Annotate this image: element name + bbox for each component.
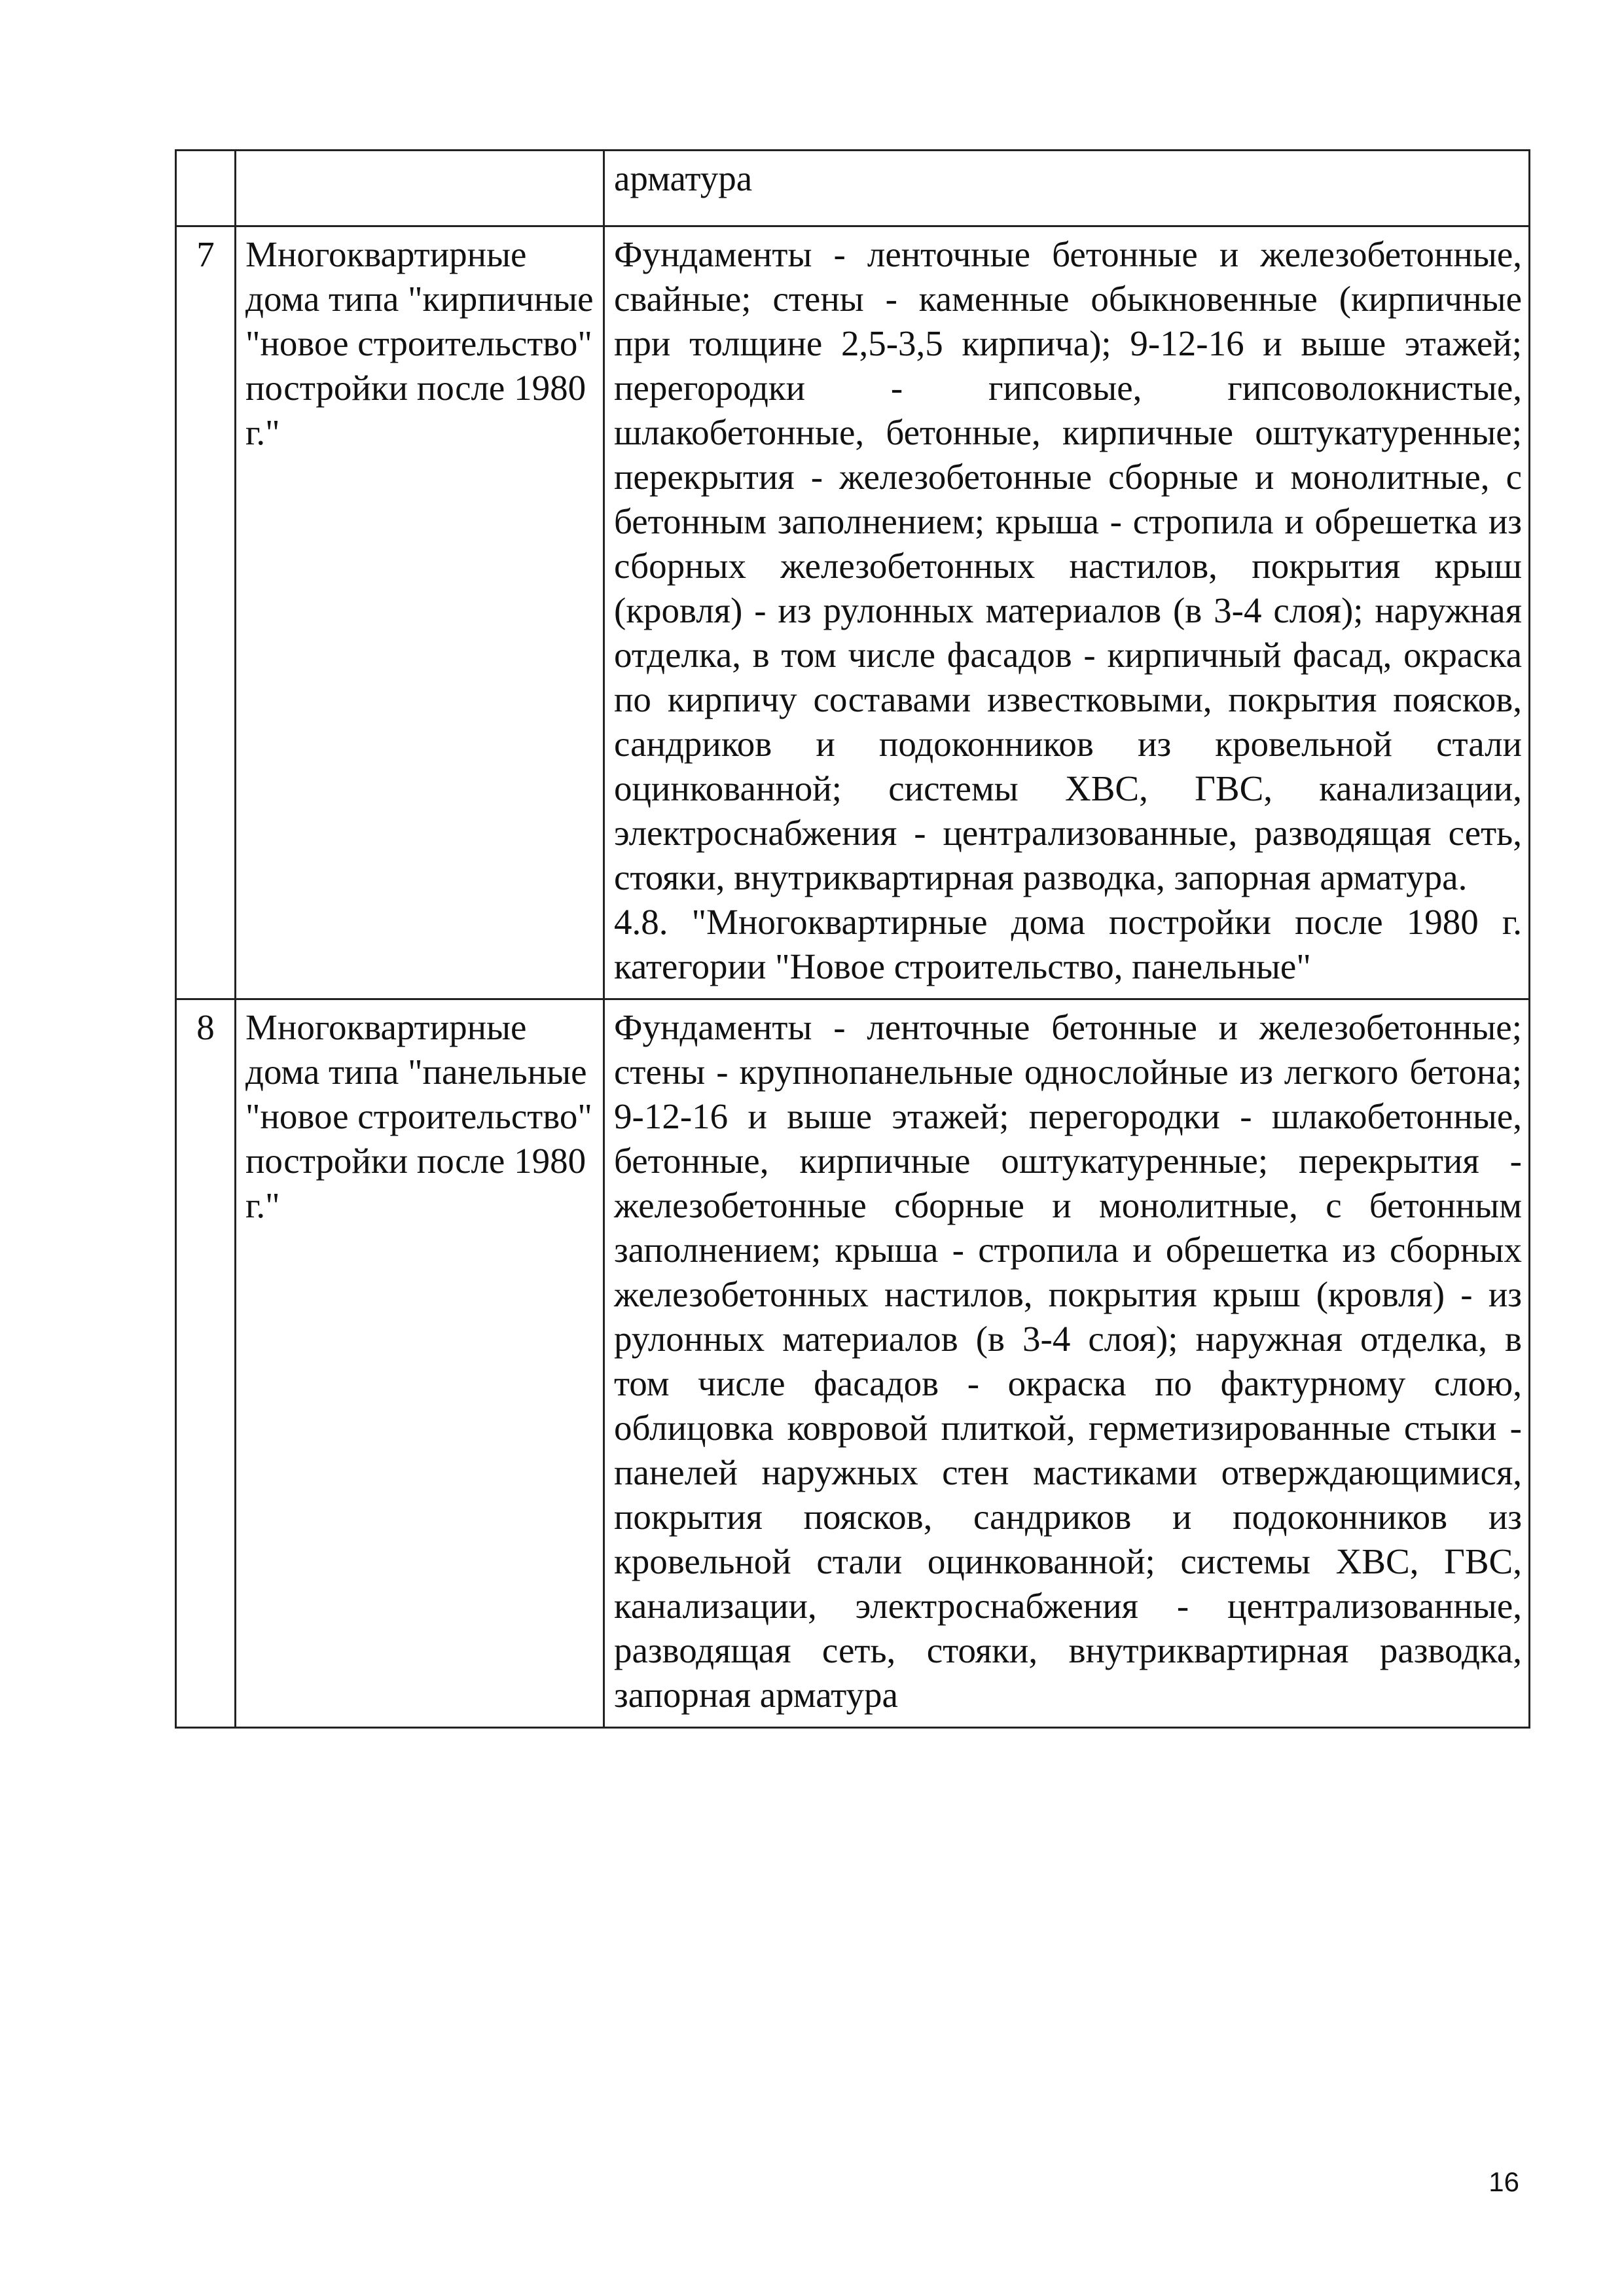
description-text: Фундаменты - ленточные бетонные и железобетонные, свайные; стены - каменные обыкновенные (кирпичные при толщине 2,5-3,5 кирпича); 9-12-16 и выше этажей; перегородки - гипсовые, гипсоволокнистые, шлакобетонные, бетонные, кирпичные оштукатуренные; перекрытия - железобетонные сборные и монолитные, с бетонным заполнением; крыша - стропила и обрешетка из сборных железобетонных настилов, покрытия крыш (кровля) - из рулонных материалов (в 3-4 слоя); наружная отделка, в том числе фасадов - кирпичный фасад, окраска по кирпичу составами известковыми, покрытия поясков, сандриков и подоконников из кровельной стали оцинкованной; системы ХВС, ГВС, канализации, электроснабжения - централизованные, разводящая сеть, стояки, внутриквартирная разводка, запорная арматура. bbox=[614, 234, 1522, 897]
table-row bbox=[176, 151, 1530, 226]
building-type-cell: Многоквартирные дома типа "кирпичные "новое строительство" постройки после 1980 г." bbox=[236, 226, 604, 999]
section-note: 4.8. "Многоквартирные дома постройки после 1980 г. категории "Новое строительство, панельные" bbox=[614, 902, 1522, 986]
description-text: Фундаменты - ленточные бетонные и железобетонные; стены - крупнопанельные однослойные из легкого бетона; 9-12-16 и выше этажей; перегородки - шлакобетонные, бетонные, кирпичные оштукатуренные; перекрытия - железобетонные сборные и монолитные, с бетонным заполнением; крыша - стропила и обрешетка из сборных железобетонных настилов, покрытия крыш (кровля) - из рулонных материалов (в 3-4 слоя); наружная отделка, в том числе фасадов - окраска по фактурному слою, облицовка ковровой плиткой, герметизированные стыки - панелей наружных стен мастиками отверждающимися, покрытия поясков, сандриков и подоконников из кровельной стали оцинкованной; системы ХВС, ГВС, канализации, электроснабжения - централизованные, разводящая сеть, стояки, внутриквартирная разводка, запорная арматура bbox=[614, 1007, 1522, 1715]
row-number-cell bbox=[176, 151, 236, 226]
table-row bbox=[176, 999, 1530, 1728]
description-text: арматура bbox=[614, 158, 753, 198]
row-number-cell: 7 bbox=[176, 226, 236, 999]
building-type-cell bbox=[236, 151, 604, 226]
page-number: 16 bbox=[1489, 2166, 1519, 2197]
housing-types-table bbox=[175, 149, 1530, 1729]
building-type-cell: Многоквартирные дома типа "панельные "новое строительство" постройки после 1980 г." bbox=[236, 999, 604, 1728]
table-row bbox=[176, 226, 1530, 999]
description-cell bbox=[604, 151, 1530, 226]
row-number-cell: 8 bbox=[176, 999, 236, 1728]
description-cell bbox=[604, 226, 1530, 999]
description-cell bbox=[604, 999, 1530, 1728]
